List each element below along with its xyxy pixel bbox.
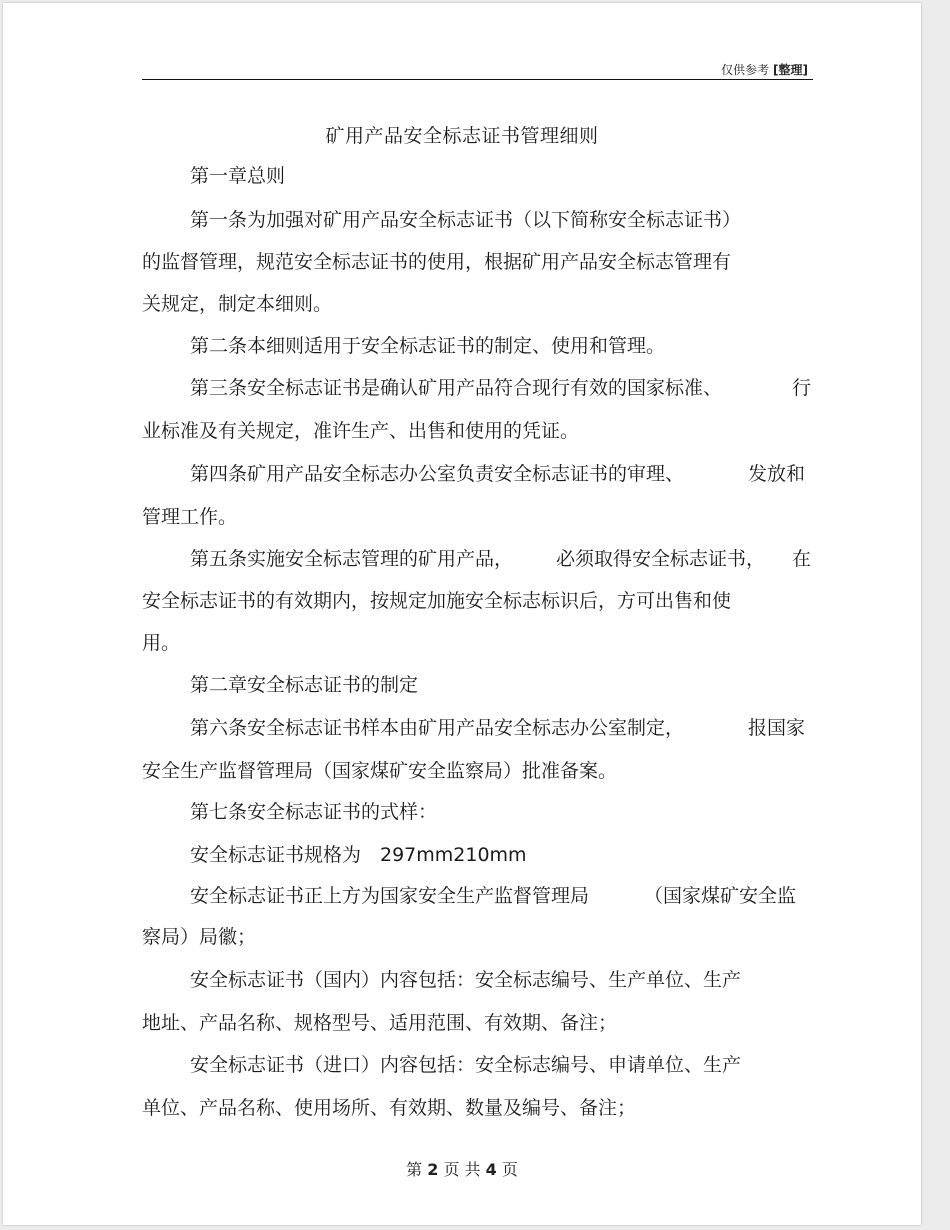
paragraph-line: 业标准及有关规定，准许生产、出售和使用的凭证。 — [142, 420, 580, 442]
header-divider — [142, 79, 813, 80]
paragraph-fragment: 报国家 — [748, 717, 806, 739]
paragraph-fragment: 发放和 — [748, 463, 806, 485]
page-header — [721, 61, 808, 78]
footer-suffix: 页 — [501, 1160, 518, 1179]
paragraph-line: 单位、产品名称、使用场所、有效期、数量及编号、备注； — [142, 1097, 637, 1119]
page-footer — [3, 1157, 921, 1180]
paragraph-line: 关规定，制定本细则。 — [142, 293, 333, 315]
paragraph-line: 第二条本细则适用于安全标志证书的制定、使用和管理。 — [190, 335, 666, 357]
paragraph-line: 安全生产监督管理局（国家煤矿安全监察局）批准备案。 — [142, 760, 618, 782]
document-page — [3, 3, 921, 1225]
paragraph-line: 第一条为加强对矿用产品安全标志证书（以下简称安全标志证书） — [190, 209, 742, 231]
chapter-heading: 第二章安全标志证书的制定 — [190, 674, 419, 696]
paragraph-line: 第三条安全标志证书是确认矿用产品符合现行有效的国家标准、 — [190, 377, 723, 399]
header-label: 仅供参考 — [721, 63, 770, 77]
paragraph-line: 第四条矿用产品安全标志办公室负责安全标志证书的审理、 — [190, 463, 685, 485]
chapter-heading: 第一章总则 — [190, 165, 286, 187]
paragraph-line: 安全标志证书规格为 297mm210mm — [190, 844, 527, 866]
header-bracket: [整理] — [773, 63, 808, 77]
paragraph-line: 安全标志证书正上方为国家安全生产监督管理局 — [190, 885, 590, 907]
paragraph-line: 管理工作。 — [142, 506, 238, 528]
paragraph-line: 察局）局徽； — [142, 926, 257, 948]
paragraph-fragment: 必须取得安全标志证书， — [556, 548, 766, 570]
footer-page-number: 2 — [427, 1160, 439, 1179]
paragraph-line: 第七条安全标志证书的式样： — [190, 801, 438, 823]
footer-mid: 页 共 — [443, 1160, 481, 1179]
document-title: 矿用产品安全标志证书管理细则 — [325, 125, 599, 147]
paragraph-line: 用。 — [142, 632, 181, 654]
footer-total-pages: 4 — [485, 1160, 497, 1179]
paragraph-line: 安全标志证书（国内）内容包括：安全标志编号、生产单位、生产 — [190, 969, 742, 991]
paragraph-line: 第五条实施安全标志管理的矿用产品， — [190, 548, 514, 570]
paragraph-line: 地址、产品名称、规格型号、适用范围、有效期、备注； — [142, 1012, 618, 1034]
paragraph-line: 第六条安全标志证书样本由矿用产品安全标志办公室制定， — [190, 717, 685, 739]
paragraph-fragment: 行 — [792, 377, 812, 399]
paragraph-fragment: 在 — [792, 548, 812, 570]
paragraph-line: 安全标志证书（进口）内容包括：安全标志编号、申请单位、生产 — [190, 1054, 742, 1076]
paragraph-line: 的监督管理，规范安全标志证书的使用，根据矿用产品安全标志管理有 — [142, 251, 732, 273]
paragraph-line: 安全标志证书的有效期内，按规定加施安全标志标识后，方可出售和使 — [142, 590, 732, 612]
paragraph-fragment: （国家煤矿安全监 — [644, 885, 797, 907]
footer-prefix: 第 — [406, 1160, 423, 1179]
